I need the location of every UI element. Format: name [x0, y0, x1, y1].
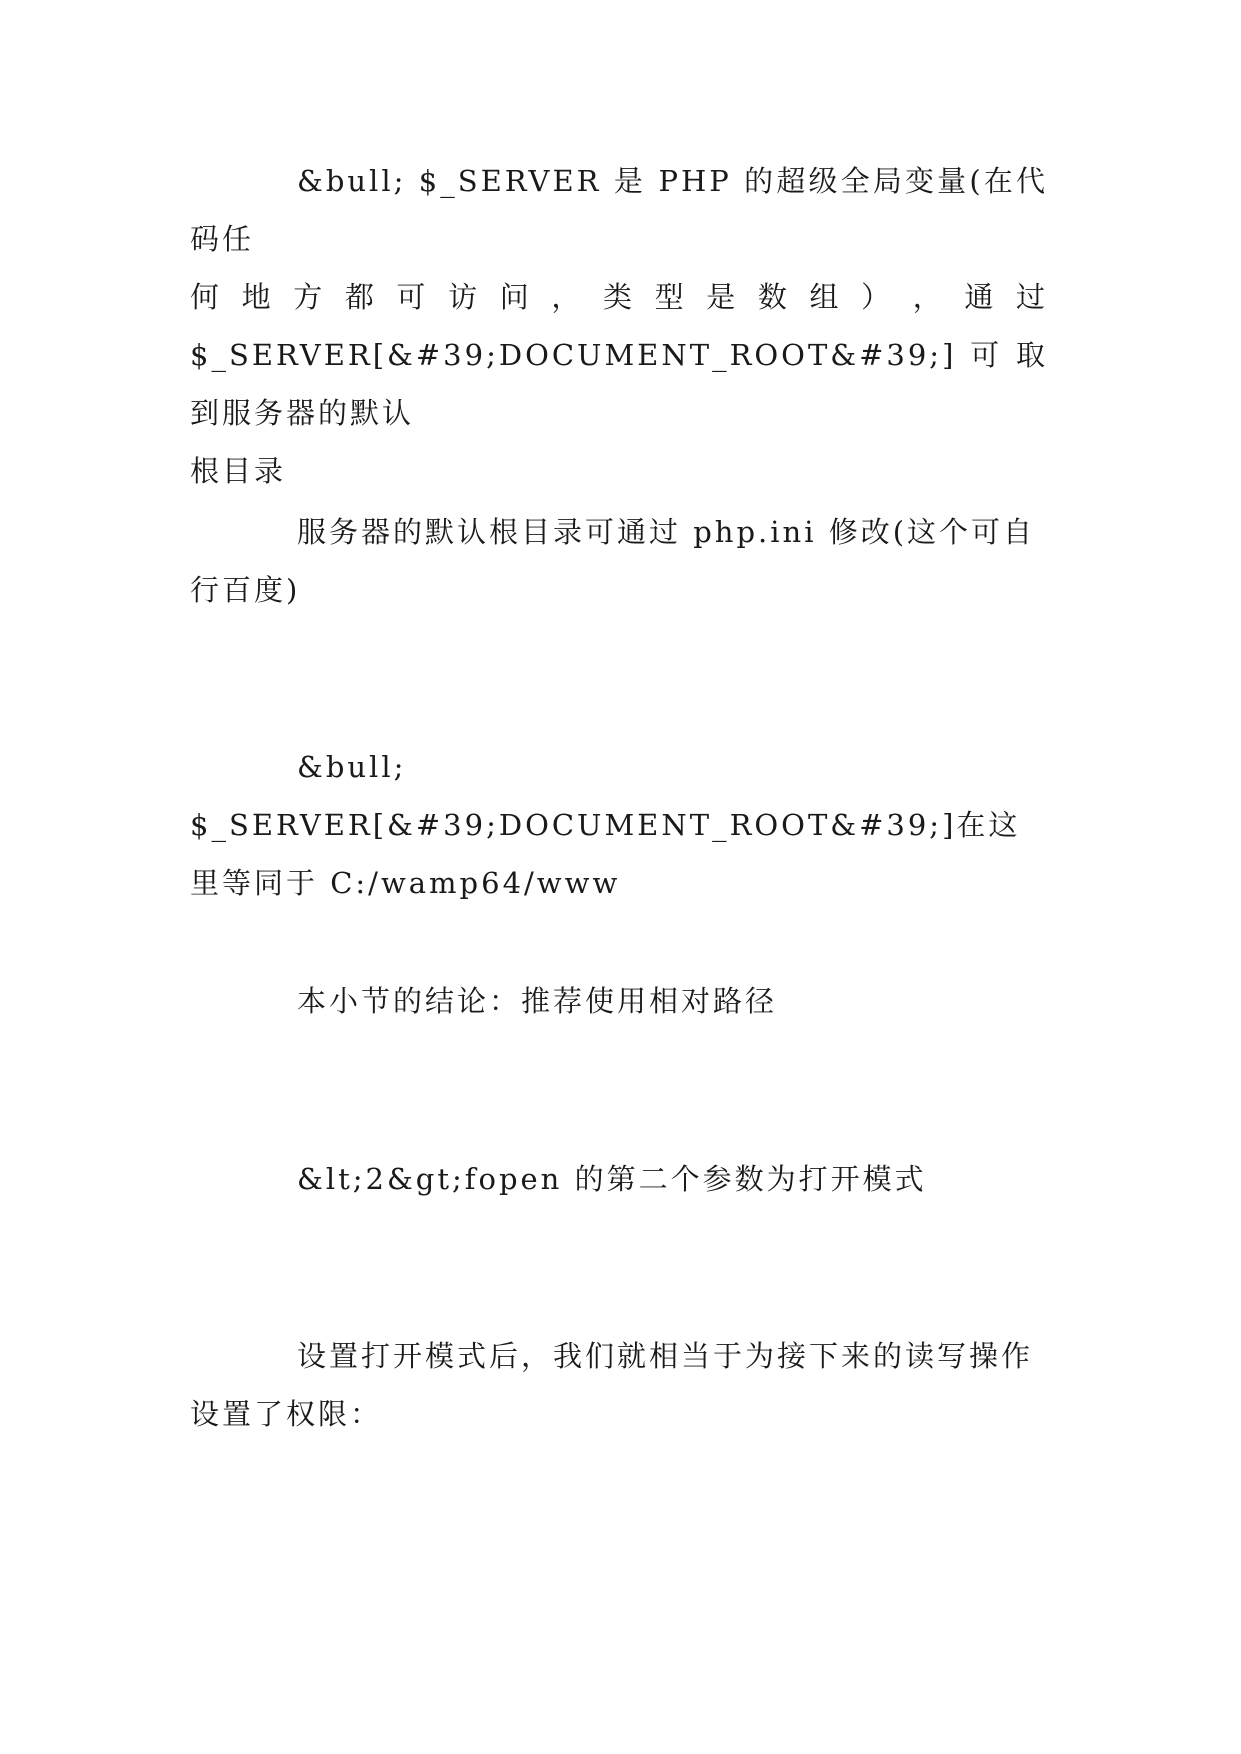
text-line: 服务器的默认根目录可通过 php.ini 修改(这个可自 — [297, 515, 1036, 549]
text-line: &bull; $_SERVER 是 PHP 的超级全局变量(在代码任 — [190, 164, 1048, 256]
paragraph-php-ini — [190, 503, 1048, 619]
text-line: 何 地 方 都 可 访 问 ， 类 型 是 数 组 ） ， 通 过 — [190, 280, 1048, 314]
text-line: 设置打开模式后，我们就相当于为接下来的读写操作 — [297, 1339, 1034, 1373]
text-line: 里等同于 C:/wamp64/www — [190, 866, 621, 900]
text-line: &lt;2&gt;fopen 的第二个参数为打开模式 — [297, 1162, 927, 1196]
text-line: 根目录 — [190, 454, 287, 488]
text-line: 本小节的结论：推荐使用相对路径 — [297, 984, 778, 1018]
text-line: $_SERVER[&#39;DOCUMENT_ROOT&#39;]可取到服务器的默认 — [190, 338, 1048, 430]
text-line: 设置了权限： — [190, 1397, 383, 1431]
paragraph-fopen-mode — [190, 1150, 1048, 1208]
text-line: 行百度) — [190, 573, 301, 607]
paragraph-document-root — [190, 738, 1048, 912]
text-line: &bull; $_SERVER[&#39;DOCUMENT_ROOT&#39;]在这 — [190, 750, 1021, 842]
paragraph-server-superglobal — [190, 152, 1048, 500]
paragraph-conclusion — [190, 972, 1048, 1030]
paragraph-open-mode-permissions — [190, 1327, 1048, 1443]
